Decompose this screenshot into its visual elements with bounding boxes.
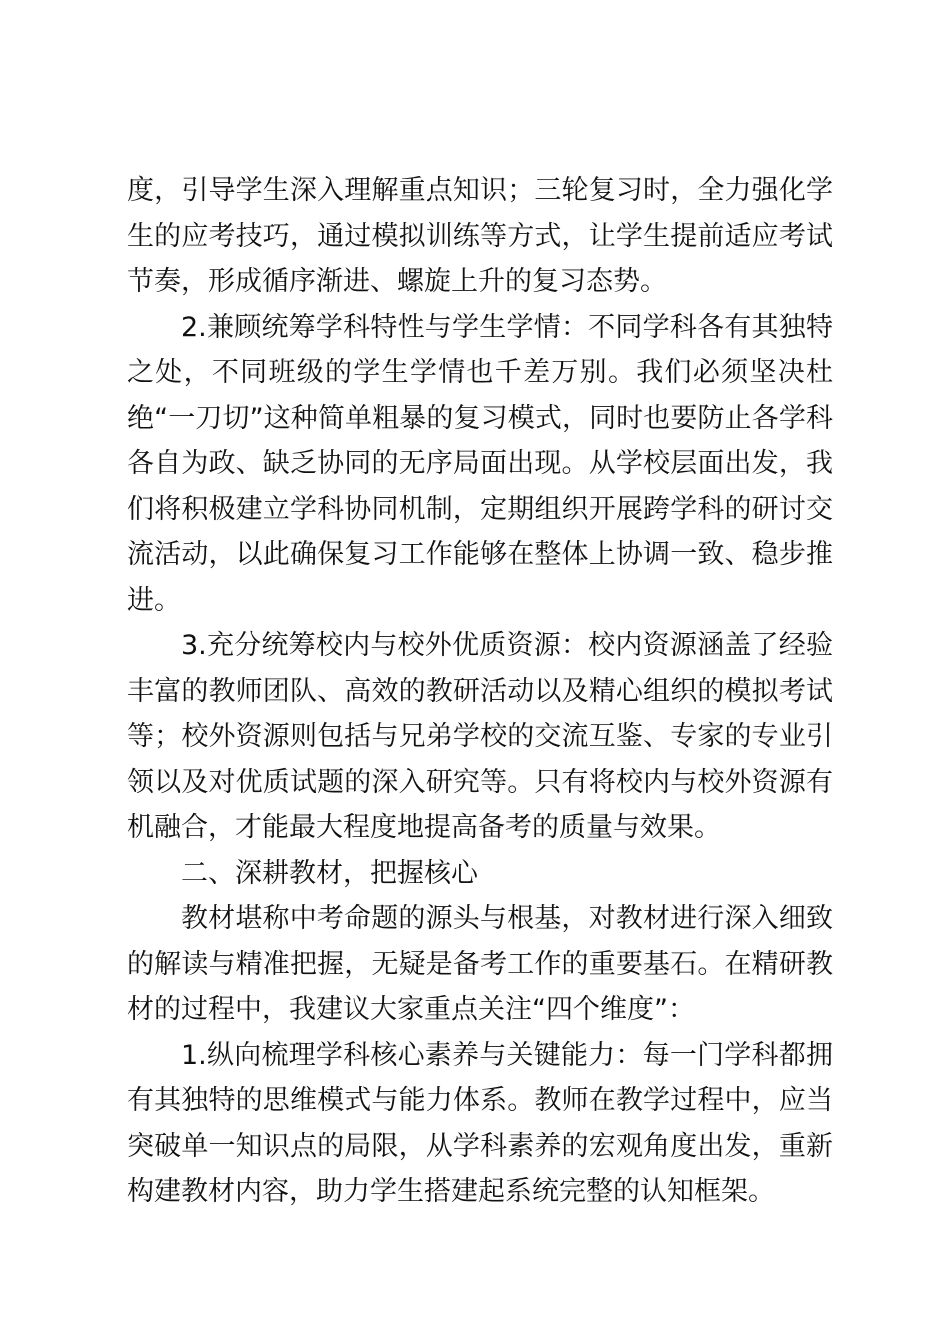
continuation-paragraph: 度，引导学生深入理解重点知识；三轮复习时，全力强化学生的应考技巧，通过模拟训练等方式，让学生提前适应考试节奏，形成循序渐进、螺旋上升的复习态势。 <box>127 175 833 297</box>
document-body <box>127 168 833 1215</box>
paragraph-item-2: 2.兼顾统筹学科特性与学生学情：不同学科各有其独特之处，不同班级的学生学情也千差万别。我们必须坚决杜绝“一刀切”这种简单粗暴的复习模式，同时也要防止各学科各自为政、缺乏协同的无序局面出现。从学校层面出发，我们将积极建立学科协同机制，定期组织开展跨学科的研讨交流活动，以此确保复习工作能够在整体上协调一致、稳步推进。 <box>127 311 833 616</box>
section-heading: 二、深耕教材，把握核心 <box>181 857 478 889</box>
paragraph-item-3: 3.充分统筹校内与校外优质资源：校内资源涵盖了经验丰富的教师团队、高效的教研活动以及精心组织的模拟考试等；校外资源则包括与兄弟学校的交流互鉴、专家的专业引领以及对优质试题的深入研究等。只有将校内与校外资源有机融合，才能最大程度地提高备考的质量与效果。 <box>127 630 833 843</box>
paragraph-item-1: 1.纵向梳理学科核心素养与关键能力：每一门学科都拥有其独特的思维模式与能力体系。教师在教学过程中，应当突破单一知识点的局限，从学科素养的宏观角度出发，重新构建教材内容，助力学生搭建起系统完整的认知框架。 <box>127 1039 833 1207</box>
section-intro-paragraph: 教材堪称中考命题的源头与根基，对教材进行深入细致的解读与精准把握，无疑是备考工作的重要基石。在精研教材的过程中，我建议大家重点关注“四个维度”： <box>127 903 833 1025</box>
